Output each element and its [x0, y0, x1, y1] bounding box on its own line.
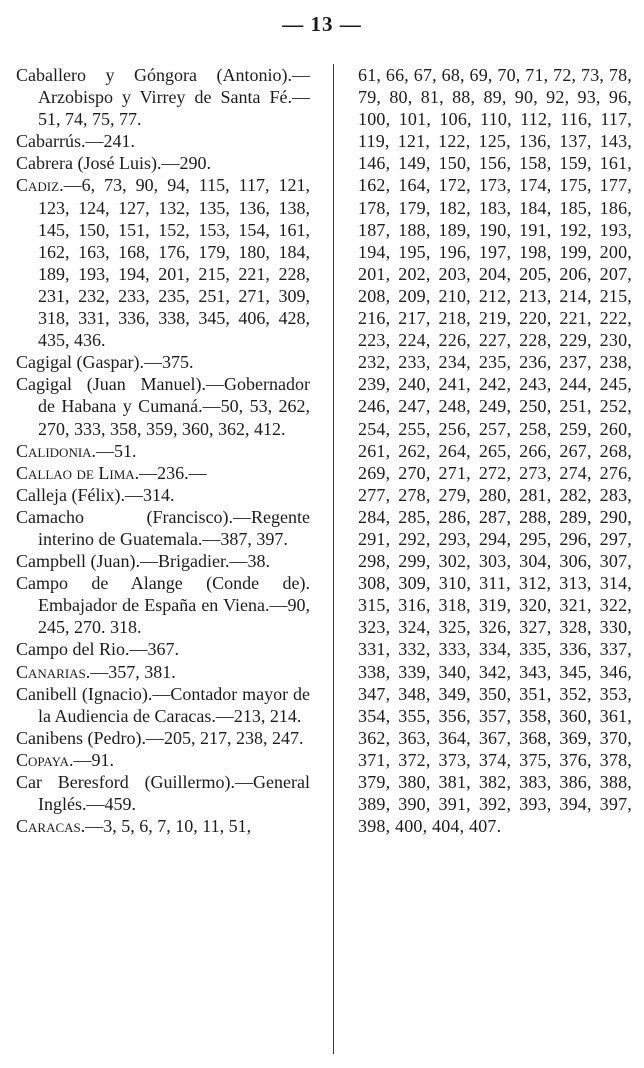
entry-head: Copaya	[16, 749, 69, 770]
entry-head: Cadiz	[16, 175, 60, 196]
entry-head: Cabarrús	[16, 131, 81, 152]
caracas-continuation: 61, 66, 67, 68, 69, 70, 71, 72, 73, 78, 79, 80, 81, 88, 89, 90, 92, 93, 96, 100, 101, 106, 110, 112, 116, 117, 119, 121, 122, 125, 136, 137, 143, 146, 149, 150, 156, 158, 159, 161, 162, 164, 172, 173, 174, 175, 177, 178, 179, 182, 183, 184, 185, 186, 187, 188, 189, 190, 191, 192, 193, 194, 195, 196, 197, 198, 199, 200, 201, 202, 203, 204, 205, 206, 207, 208, 209, 210, 212, 213, 214, 215, 216, 217, 218, 219, 220, 221, 222, 223, 224, 226, 227, 228, 229, 230, 232, 233, 234, 235, 236, 237, 238, 239, 240, 241, 242, 243, 244, 245, 246, 247, 248, 249, 250, 251, 252, 254, 255, 256, 257, 258, 259, 260, 261, 262, 264, 265, 266, 267, 268, 269, 270, 271, 272, 273, 274, 276, 277, 278, 279, 280, 281, 282, 283, 284, 285, 286, 287, 288, 289, 290, 291, 292, 293, 294, 295, 296, 297, 298, 299, 302, 303, 304, 306, 307, 308, 309, 310, 311, 312, 313, 314, 315, 316, 318, 319, 320, 321, 322, 323, 324, 325, 326, 327, 328, 330, 331, 332, 333, 334, 335, 336, 337, 338, 339, 340, 342, 343, 345, 346, 347, 348, 349, 350, 351, 352, 353, 354, 355, 356, 357, 358, 360, 361, 362, 363, 364, 367, 368, 369, 370, 371, 372, 373, 374, 375, 376, 378, 379, 380, 381, 382, 383, 386, 388, 389, 390, 391, 392, 393, 394, 397, 398, 400, 404, 407.	[358, 65, 632, 837]
entry-head: Callao de Lima	[16, 462, 135, 483]
entry-text: .—6, 73, 90, 94, 115, 117, 121, 123, 124, 127, 132, 135, 136, 138, 145, 150, 151, 152, 153, 154, 161, 162, 163, 168, 176, 179, 180, 184, 189, 193, 194, 201, 215, 221, 228, 231, 232, 233, 235, 251, 271, 309, 318, 331, 336, 338, 345, 406, 428, 435, 436.	[38, 175, 310, 351]
entry-text: .—51.	[91, 440, 137, 461]
index-entry	[16, 683, 310, 727]
index-entry	[16, 462, 310, 484]
entry-head: Canibell	[16, 683, 77, 704]
entry-text: (Antonio).—Arzobispo y Virrey de Santa Fé.—51, 74, 75, 77.	[38, 65, 310, 130]
entry-text: (Gaspar).—375.	[72, 352, 194, 373]
page-number: — 13 —	[282, 12, 362, 36]
entry-head: Canarias	[16, 661, 86, 682]
entry-text: .—3, 5, 6, 7, 10, 11, 51,	[80, 816, 252, 837]
index-entry	[16, 661, 310, 683]
entry-head: Caballero y Góngora	[16, 65, 197, 85]
index-entry	[16, 64, 310, 130]
entry-head: Campo de Alange	[16, 573, 183, 594]
entry-head: Camacho	[16, 506, 84, 527]
entry-text: .—367.	[125, 639, 179, 660]
entry-text: (Juan Manuel).—Gobernador de Habana y Cumaná.—50, 53, 262, 270, 333, 358, 359, 360, 362, 412.	[38, 374, 310, 439]
index-entry	[16, 174, 310, 351]
entry-head: Canibens	[16, 727, 83, 748]
index-entry	[16, 152, 310, 174]
index-entry	[16, 815, 310, 837]
entry-text: (Ignacio).—Contador mayor de la Audiencia de Caracas.—213, 214.	[38, 683, 310, 726]
index-entry	[16, 572, 310, 638]
entry-head: Cabrera	[16, 153, 73, 174]
index-entry	[16, 727, 310, 749]
entry-head: Cagigal	[16, 374, 72, 395]
entry-text: (Guillermo).—General Inglés.—459.	[38, 772, 310, 815]
entry-head: Calidonia	[16, 440, 92, 461]
entry-text: (Juan).—Brigadier.—38.	[86, 551, 270, 572]
entry-head: Campbell	[16, 551, 86, 572]
entry-head: Car Beresford	[16, 772, 129, 792]
entry-head: Calleja	[16, 484, 67, 505]
index-column-left	[16, 64, 310, 837]
index-entry	[16, 440, 310, 462]
entry-text: (Félix).—314.	[66, 484, 175, 505]
entry-text: .—241.	[80, 131, 135, 152]
entry-text: (Pedro).—205, 217, 238, 247.	[83, 727, 304, 748]
entry-text: .—91.	[68, 749, 114, 770]
entry-head: Caracas	[16, 816, 81, 837]
index-column-right	[358, 64, 632, 837]
index-entry	[16, 351, 310, 373]
index-entry	[16, 771, 310, 815]
index-entry	[16, 749, 310, 771]
index-entry	[16, 550, 310, 572]
index-entry	[16, 506, 310, 550]
entry-text: .—236.—	[134, 462, 207, 483]
index-entry	[16, 484, 310, 506]
entry-text: (Francisco).—Regente interino de Guatemala.—387, 397.	[38, 506, 310, 549]
column-divider	[333, 64, 334, 1054]
entry-text: (José Luis).—290.	[72, 153, 211, 174]
entry-head: Cagigal	[16, 352, 72, 373]
index-entry	[16, 130, 310, 152]
index-entry	[16, 638, 310, 660]
entry-text: (Conde de). Embajador de España en Viena.—90, 245, 270. 318.	[38, 573, 310, 638]
entry-head: Campo del Rio	[16, 639, 125, 660]
index-entry	[16, 373, 310, 439]
entry-text: .—357, 381.	[85, 661, 176, 682]
